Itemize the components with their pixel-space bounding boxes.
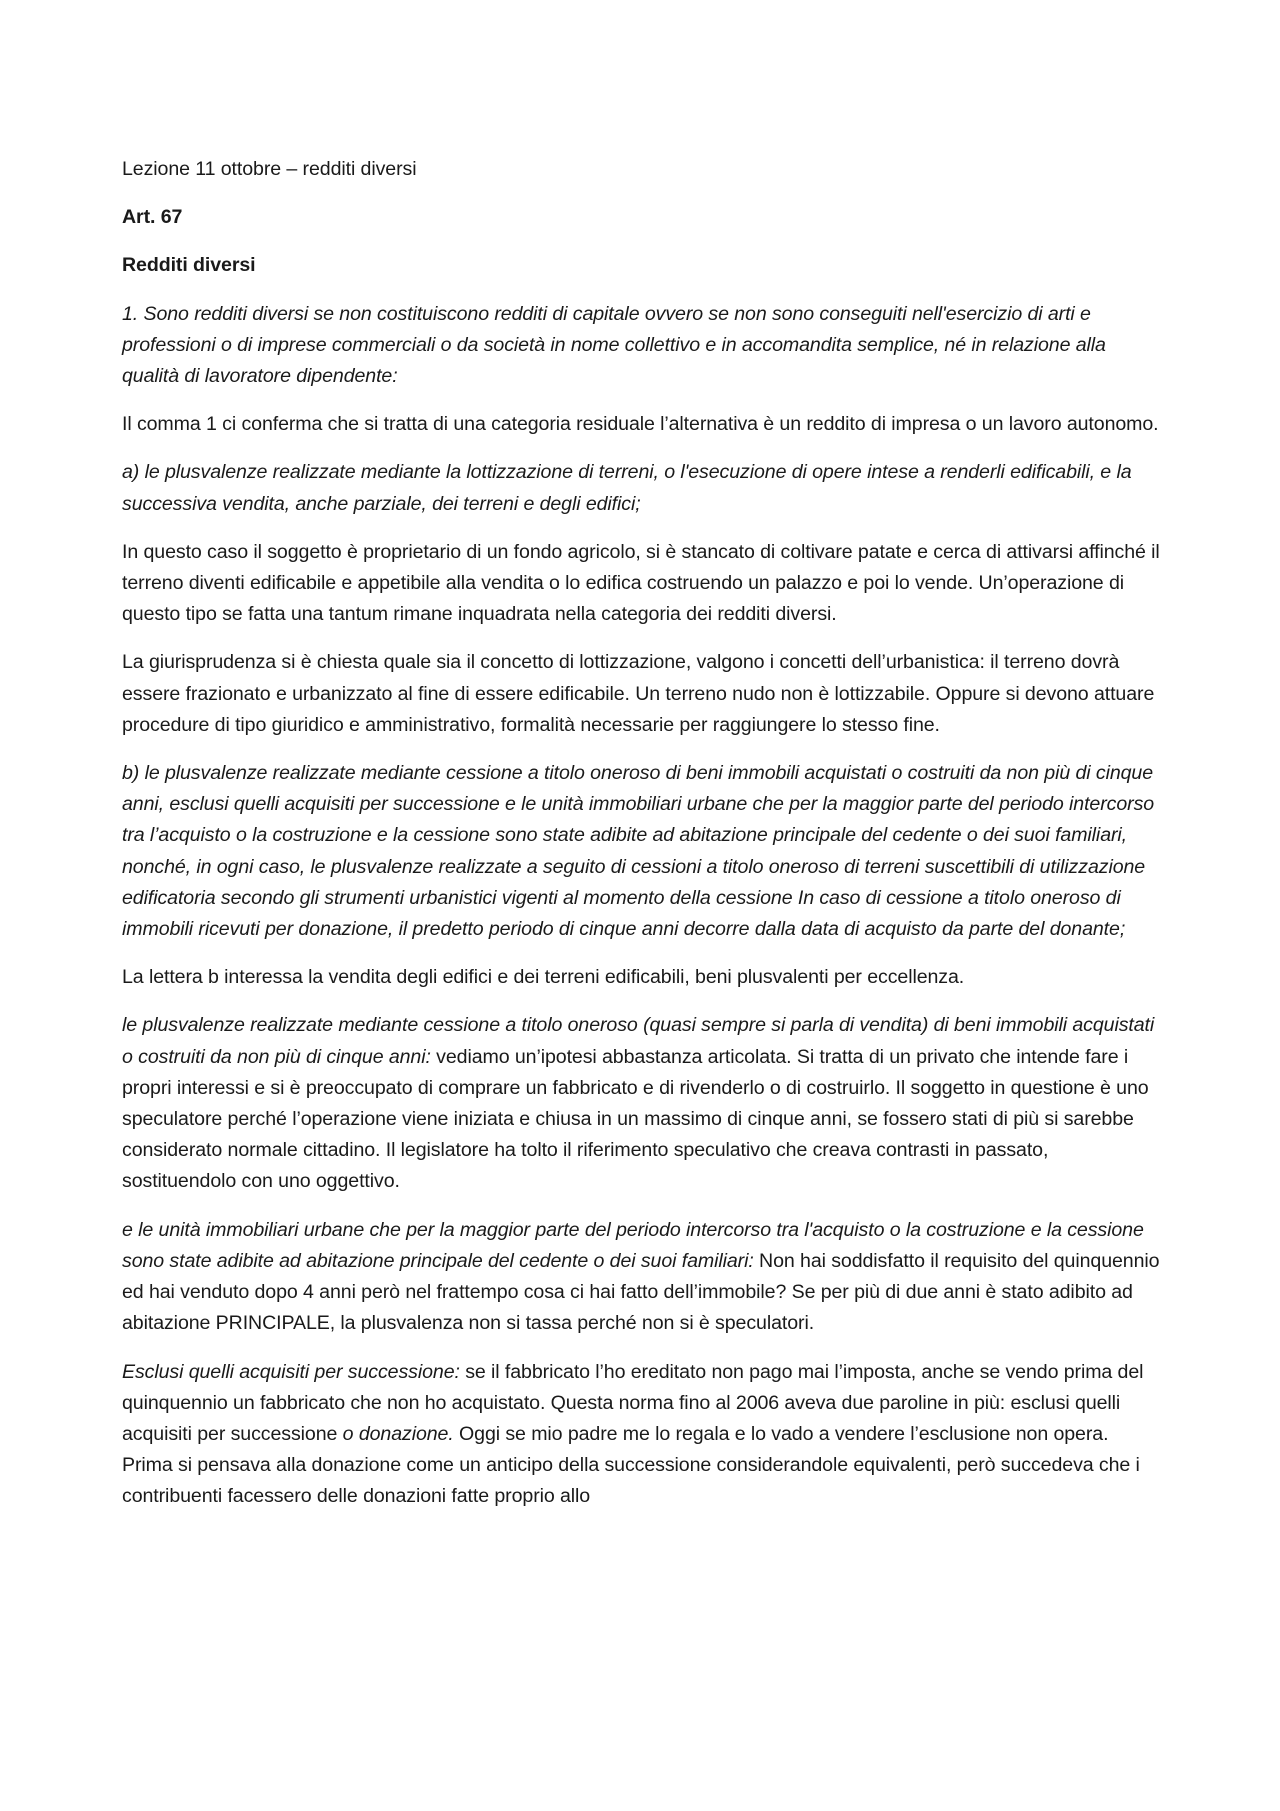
quote-esclusi: Esclusi quelli acquisiti per successione: [122, 1360, 460, 1383]
document-page [122, 154, 1162, 1530]
quote-plusvalenze: le plusvalenze realizzate mediante cessione a titolo oneroso (quasi sempre si parla di vendita) di beni immobili acquistati o costruiti da non più di cinque anni: [122, 1014, 1155, 1068]
letter-a-text: a) le plusvalenze realizzate mediante la lottizzazione di terreni, o l'esecuzione di opere intese a renderli edificabili, e la successiva vendita, anche parziale, dei terreni e degli edifici; [122, 461, 1132, 515]
quote-unita-immobiliari: e le unità immobiliari urbane che per la maggior parte del periodo intercorso tra l'acquisto o la costruzione e la cessione sono state adibite ad abitazione principale del cedente o dei suoi familiari: [122, 1218, 1144, 1272]
letter-a-comment-1: In questo caso il soggetto è proprietario di un fondo agricolo, si è stancato di coltivare patate e cerca di attivarsi affinché il terreno diventi edificabile e appetibile alla vendita o lo edifica costruendo un palazzo e poi lo vende. Un’operazione di questo tipo se fatta una tantum rimane inquadrata nella categoria dei redditi diversi. [122, 540, 1160, 626]
text-unita-immobiliari: Non hai soddisfatto il requisito del quinquennio ed hai venduto dopo 4 anni però nel frattempo cosa ci hai fatto dell’immobile? Se per più di due anni è stato adibito ad abitazione PRINCIPALE, la plusvalenza non si tassa perché non si è speculatori. [122, 1249, 1160, 1335]
text-esclusi-2: Oggi se mio padre me lo regala e lo vado a vendere l’esclusione non opera. Prima si pensava alla donazione come un anticipo della successione considerandole equivalenti, però succedeva che i contribuenti facessero delle donazioni fatte proprio allo [122, 1422, 1140, 1508]
article-heading: Redditi diversi [122, 254, 256, 277]
paragraph-esclusi [122, 1357, 1162, 1513]
text-esclusi-1: se il fabbricato l’ho ereditato non pago mai l’imposta, anche se vendo prima del quinquennio un fabbricato che non ho acquistato. Questa norma fino al 2006 aveva due paroline in più: esclusi quelli acquisiti per successione [122, 1360, 1144, 1445]
comma-1-text: 1. Sono redditi diversi se non costituiscono redditi di capitale ovvero se non sono conseguiti nell'esercizio di arti e professioni o di imprese commerciali o da società in nome collettivo e in accomandita semplice, né in relazione alla qualità di lavoratore dipendente: [122, 302, 1106, 388]
article-number: Art. 67 [122, 206, 183, 229]
text-plusvalenze: vediamo un’ipotesi abbastanza articolata. Si tratta di un privato che intende fare i propri interessi e si è preoccupato di comprare un fabbricato e di rivenderlo o di costruirlo. Il soggetto in questione è uno speculatore perché l’operazione viene iniziata e chiusa in un massimo di cinque anni, se fossero stati di più si sarebbe considerato normale cittadino. Il legislatore ha tolto il riferimento speculativo che creava contrasti in passato, sostituendolo con uno oggettivo. [122, 1045, 1149, 1193]
quote-donazione: o donazione. [342, 1422, 454, 1445]
document-title: Lezione 11 ottobre – redditi diversi [122, 158, 417, 180]
comma-1-comment: Il comma 1 ci conferma che si tratta di una categoria residuale l’alternativa è un reddito di impresa o un lavoro autonomo. [122, 413, 1159, 436]
letter-a-comment-2: La giurisprudenza si è chiesta quale sia il concetto di lottizzazione, valgono i concetti dell’urbanistica: il terreno dovrà essere frazionato e urbanizzato al fine di essere edificabile. Un terreno nudo non è lottizzabile. Oppure si devono attuare procedure di tipo giuridico e amministrativo, formalità necessarie per raggiungere lo stesso fine. [122, 651, 1155, 736]
paragraph-plusvalenze [122, 1010, 1162, 1197]
letter-b-text: b) le plusvalenze realizzate mediante cessione a titolo oneroso di beni immobili acquistati o costruiti da non più di cinque anni, esclusi quelli acquisiti per successione e le unità immobiliari urbane che per la maggior parte del periodo intercorso tra l’acquisto o la costruzione e la cessione sono state adibite ad abitazione principale del cedente o dei suoi familiari, nonché, in ogni caso, le plusvalenze realizzate a seguito di cessioni a titolo oneroso di terreni suscettibili di utilizzazione edificatoria secondo gli strumenti urbanistici vigenti al momento della cessione In caso di cessione a titolo oneroso di immobili ricevuti per donazione, il predetto periodo di cinque anni decorre dalla data di acquisto da parte del donante; [122, 762, 1155, 941]
paragraph-unita-immobiliari [122, 1215, 1162, 1340]
letter-b-comment: La lettera b interessa la vendita degli edifici e dei terreni edificabili, beni plusvalenti per eccellenza. [122, 966, 965, 989]
